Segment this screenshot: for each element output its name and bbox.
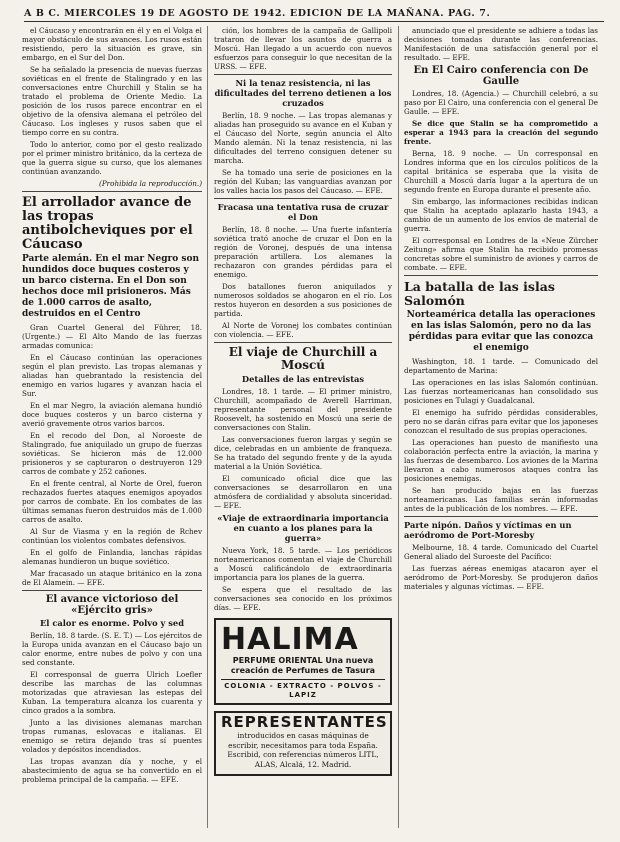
paragraph: anunciado que el presidente se adhiere a todas las decisiones tomadas durante las conferencias. Manifestación de una satisfacción general por el resultado. — EFE. [404,26,598,62]
paragraph: El corresponsal de guerra Ulrich Loefler describe las marchas de las columnas motorizadas que atraviesan las estepas del Kuban. La temperatura alcanza los cuarenta y cinco grados a la sombra. [22,670,202,715]
ad-brand: HALIMA [221,622,359,657]
ad-tagline: PERFUME ORIENTAL Una nueva creación de Perfumes de Tasura [230,656,376,675]
paragraph: Se ha señalado la presencia de nuevas fuerzas soviéticas en el frente de Stalingrado y en las conversaciones entre Churchill y Stalin se ha tratado el problema de Oriente Medio. La posición de los rusos parece encontrar en el objetivo de la ofensiva alemana el petróleo del Cáucaso. Los ingleses y rusos saben que el tiempo corre en su contra. [22,65,202,137]
article-subhead: El calor es enorme. Polvo y sed [39,618,185,628]
paragraph: Berna, 18. 9 noche. — Un corresponsal en Londres informa que en los círculos políticos de la capital británica se esperaba que la visita de Churchill a Moscú daría lugar a la apertura de un segundo frente en Europa durante el presente año. [404,149,598,194]
article-headline: En El Cairo conferencia con De Gaulle [413,65,589,87]
column-3 [404,26,598,594]
paragraph: En el golfo de Finlandia, lanchas rápidas alemanas hundieron un buque soviético. [22,548,202,566]
paragraph: El enemigo ha sufrido pérdidas considerables, pero no se darán cifras para evitar que los japoneses conozcan el resultado de sus propias operaciones. [404,408,598,435]
paragraph: Las fuerzas aéreas enemigas atacaron ayer el aeródromo de Port-Moresby. Se produjeron daños materiales y algunas víctimas. — EFE. [404,564,598,591]
paragraph: Al Norte de Voronej los combates continúan con violencia. — EFE. [214,321,392,339]
divider [214,198,392,199]
column-rule [398,26,399,828]
paragraph: Las operaciones han puesto de manifiesto una colaboración perfecta entre la aviación, la marina y las fuerzas de desembarco. Los aviones de la Marina llevaron a cabo numerosos ataques contra las posiciones enemigas. [404,438,598,483]
paragraph: Nueva York, 18. 5 tarde. — Los periódicos norteamericanos comentan el viaje de Churchill a Moscú calificándolo de extraordinaria importancia para los planes de la guerra. [214,546,392,582]
paragraph: Londres, 18. 1 tarde. — El primer ministro, Churchill, acompañado de Averell Harriman, representante personal del presidente Roosevelt, ha sostenido en Moscú una serie de conversaciones con Stalin. [214,387,392,432]
paragraph: Se ha tomado una serie de posiciones en la región del Kuban; las vanguardias avanzan por los valles hacia los pasos del Cáucaso. — EFE. [214,168,392,195]
paragraph: Se han producido bajas en las fuerzas norteamericanas. Las familias serán informadas antes de la publicación de los nombres. — EFE. [404,486,598,513]
article-subhead: Norteamérica detalla las operaciones en las islas Salomón, pero no da las pérdidas para evitar que las conozca el enemigo [406,310,596,353]
article-subhead: Parte alemán. En el mar Negro son hundidos doce buques costeros y un barco cisterna. En el Don son hechos doce mil prisioneros. Más de 1.000 carros de asalto, destruidos en el Centro [22,254,200,319]
paragraph: Londres, 18. (Agencia.) — Churchill celebró, a su paso por El Cairo, una conferencia con el general De Gaulle. — EFE. [404,89,598,116]
paragraph: Se espera que el resultado de las conversaciones sea conocido en los próximos días. — EFE. [214,585,392,612]
paragraph: En el frente central, al Norte de Orel, fueron rechazados fuertes ataques enemigos apoyados por carros de combate. En los combates de las últimas semanas fueron destruidos más de 1.000 carros de asalto. [22,479,202,524]
divider [404,516,598,517]
column-rule [207,26,208,828]
byline: (Prohibida la reproducción.) [99,179,202,188]
paragraph: Las tropas avanzan día y noche, y el abastecimiento de agua se ha convertido en el problema principal de la campaña. — EFE. [22,757,202,784]
divider [214,74,392,75]
article-headline: El arrollador avance de las tropas antibolcheviques por el Cáucaso [22,195,193,252]
classified-advertisement [214,711,392,776]
paragraph: Berlín, 18. 8 noche. — Una fuerte infantería soviética trató anoche de cruzar el Don en la región de Voronej, después de una intensa preparación artillera. Los alemanes la rechazaron con grandes pérdidas para el enemigo. [214,225,392,279]
article-headline: Parte nipón. Daños y víctimas en un aeródromo de Port-Moresby [404,520,572,540]
ad-body: introducidos en casas máquinas de escribir, necesitamos para toda España. Escribid, con referencias números LITL, ALAS, Alcalá, 12. Madrid. [227,731,379,769]
paragraph: En el Cáucaso continúan las operaciones según el plan previsto. Las tropas alemanas y aliadas han quebrantado la resistencia del enemigo en varios lugares y avanzan hacia el Sur. [22,353,202,398]
divider [22,590,202,591]
perfume-advertisement [214,618,392,705]
article-headline: El viaje de Churchill a Moscú [228,345,378,372]
article-headline: Fracasa una tentativa rusa de cruzar el Don [217,202,389,222]
paragraph: Gran Cuartel General del Führer, 18. (Urgente.) — El Alto Mando de las fuerzas armadas comunica: [22,323,202,350]
paragraph: Berlín, 18. 8 tarde. (S. E. T.) — Los ejércitos de la Europa unida avanzan en el Cáucaso bajo un calor enorme, entre nubes de polvo y con una sed constante. [22,631,202,667]
paragraph: Mar fracasado un ataque británico en la zona de El Alamein. — EFE. [22,569,202,587]
paragraph: Melbourne, 18. 4 tarde. Comunicado del Cuartel General aliado del Suroeste del Pacífico: [404,543,598,561]
divider [214,342,392,343]
paragraph: el Cáucaso y encontrarán en él y en el Volga el mayor obstáculo de sus avances. Los rusos están resistiendo, pero la situación es grave, sin embargo, en el Sur del Don. [22,26,202,62]
paragraph: El corresponsal en Londres de la «Neue Zürcher Zeitung» afirma que Stalin ha recibido promesas concretas sobre el suministro de aviones y carros de combate. — EFE. [404,236,598,272]
paragraph: Las operaciones en las islas Salomón continúan. Las fuerzas norteamericanas han consolidado sus posiciones en Tulagi y Guadalcanal. [404,378,598,405]
column-2 [214,26,392,782]
paragraph: ción, los hombres de la campaña de Gallipoli trataron de llevar los asuntos de guerra a Moscú. Han llegado a un acuerdo con nuevos esfuerzos para conseguir lo que necesitan de la URSS. — EFE. [214,26,392,71]
paragraph: Sin embargo, las informaciones recibidas indican que Stalin ha aceptado aplazarlo hasta 1943, a cambio de un aumento de los envíos de material de guerra. [404,197,598,233]
paragraph: Washington, 18. 1 tarde. — Comunicado del departamento de Marina: [404,357,598,375]
paragraph: Todo lo anterior, como por el gesto realizado por el primer ministro británico, da la certeza de que la guerra sigue su curso, que los alemanes continúan avanzando. [22,140,202,176]
page-header: A B C. MIERCOLES 19 DE AGOSTO DE 1942. EDICION DE LA MAÑANA. PAG. 7. [24,8,604,22]
article-headline: Ni la tenaz resistencia, ni las dificultades del terreno detienen a los cruzados [214,78,392,108]
ad-title: REPRESENTANTES [221,713,388,731]
article-subhead: Detalles de las entrevistas [241,374,365,384]
paragraph: Las conversaciones fueron largas y según se dice, celebradas en un ambiente de franqueza. Se ha tratado del segundo frente y de la ayuda material a la Unión Soviética. [214,435,392,471]
paragraph: Dos batallones fueron aniquilados y numerosos soldados se ahogaron en el río. Los restos huyeron en desorden a sus posiciones de partida. [214,282,392,318]
paragraph: Berlín, 18. 9 noche. — Las tropas alemanas y aliadas han proseguido su avance en el Kuban y el Cáucaso del Norte, según anuncia el Alto Mando alemán. Ni la tenaz resistencia, ni las dificultades del terreno consiguen detener su marcha. [214,111,392,165]
paragraph: El comunicado oficial dice que las conversaciones se desarrollaron en una atmósfera de cordialidad y absoluta sinceridad. — EFE. [214,474,392,510]
column-1 [22,26,202,787]
divider [404,275,598,276]
paragraph: Al Sur de Viasma y en la región de Rchev continúan los violentos combates defensivos. [22,527,202,545]
article-headline: «Viaje de extraordinaria importancia en cuanto a los planes para la guerra» [217,513,389,543]
paragraph: En el recodo del Don, al Noroeste de Stalingrado, fue aniquilado un grupo de fuerzas soviéticas. Se hicieron más de 12.000 prisioneros y se capturaron o destruyeron 129 carros de combate y 252 cañones. [22,431,202,476]
divider [22,191,202,192]
article-headline: El avance victorioso del «Ejército gris» [45,594,179,616]
ad-products: COLONIA - EXTRACTO - POLVOS - LAPIZ [221,679,385,700]
paragraph: En el mar Negro, la aviación alemana hundió doce buques costeros y un barco cisterna y averió gravemente otros varios barcos. [22,401,202,428]
paragraph: Junto a las divisiones alemanas marchan tropas rumanas, eslovacas e italianas. El enemigo se retira dejando tras sí puentes volados y depósitos incendiados. [22,718,202,754]
article-headline: La batalla de las islas Salomón [404,279,555,308]
paragraph: Se dice que Stalin se ha comprometido a esperar a 1943 para la creación del segundo frente. [404,119,598,146]
